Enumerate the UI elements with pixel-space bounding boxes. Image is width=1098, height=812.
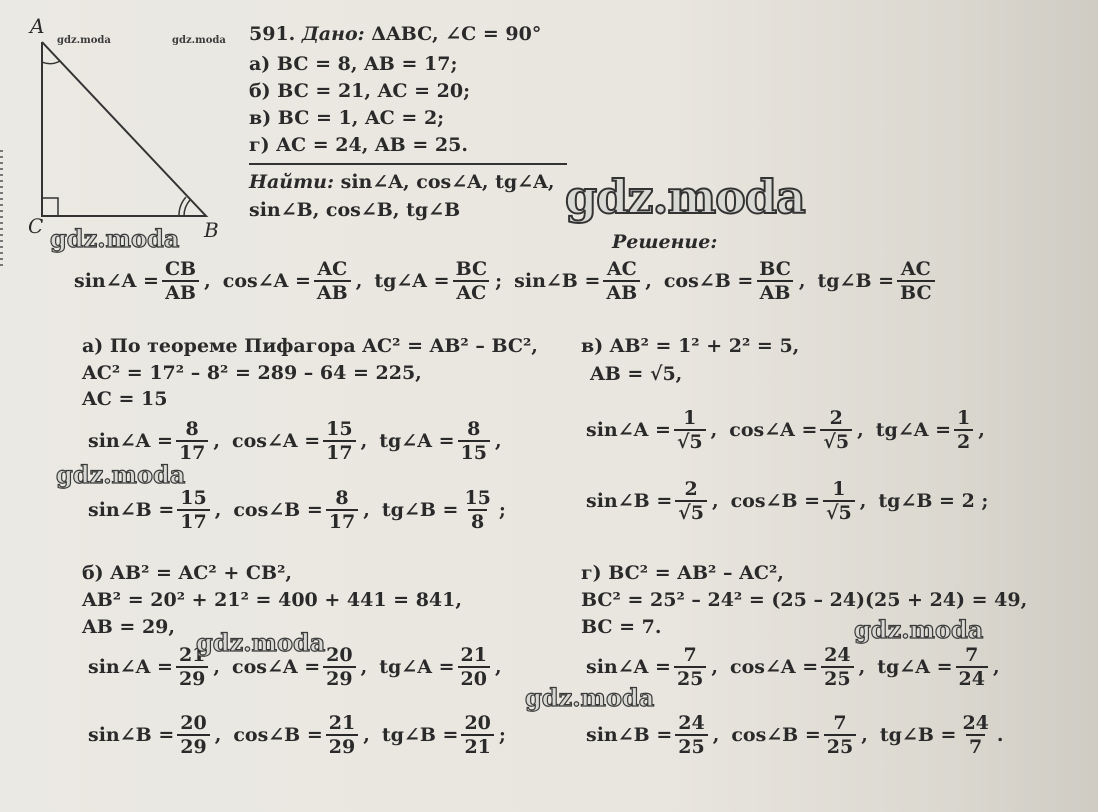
formula-separator: , <box>213 430 221 452</box>
given-label: Дано: <box>301 23 365 45</box>
fraction <box>177 712 209 758</box>
part-b-line-1: б) AB² = AC² + CB², <box>82 562 293 584</box>
fraction <box>956 644 988 690</box>
fraction <box>176 418 208 464</box>
given-g: г) AC = 24, AB = 25. <box>249 134 468 156</box>
fraction <box>323 644 355 690</box>
fraction-numerator: AC <box>900 258 931 280</box>
formula-lhs: cos∠A = <box>232 656 321 678</box>
formula-separator: , <box>363 499 370 521</box>
formula-separator: , <box>992 656 1000 678</box>
find-line-2: sin∠B, cos∠B, tg∠B <box>249 199 461 221</box>
part-a-row-1 <box>88 418 514 464</box>
fraction-denominator: 29 <box>323 666 355 690</box>
formula-term <box>731 478 873 524</box>
part-v-row-2 <box>586 478 1002 524</box>
formula-term <box>88 418 226 464</box>
fraction <box>177 487 209 533</box>
part-a-line-3: AC = 15 <box>82 388 168 410</box>
fraction <box>326 487 358 533</box>
fraction-numerator: 7 <box>965 644 979 666</box>
watermark-small-2: gdz.moda <box>172 35 226 46</box>
fraction <box>323 418 355 464</box>
fraction-numerator: AC <box>317 258 348 280</box>
formula-term <box>514 258 658 304</box>
given-b: б) BC = 21, AC = 20; <box>249 80 471 102</box>
formula-term <box>880 712 1010 758</box>
fraction-denominator: 25 <box>821 666 853 690</box>
formula-lhs: tg∠A = <box>877 656 953 678</box>
page-edge <box>0 150 3 270</box>
formula-separator: , <box>363 724 370 746</box>
fraction <box>458 644 490 690</box>
formula-lhs: cos∠A = <box>222 270 311 292</box>
fraction-denominator: 15 <box>458 440 490 464</box>
formula-separator: , <box>711 656 719 678</box>
formula-separator: , <box>360 430 368 452</box>
formula-separator: , <box>858 656 866 678</box>
fraction <box>458 418 490 464</box>
formula-separator: , <box>214 499 222 521</box>
fraction-numerator: 2 <box>829 407 843 429</box>
part-b-line-2: AB² = 20² + 21² = 400 + 441 = 841, <box>82 589 462 611</box>
fraction-numerator: 15 <box>180 487 207 509</box>
formula-separator: , <box>710 419 718 441</box>
formula-term <box>729 407 869 453</box>
formula-separator: ; <box>495 270 503 292</box>
formula-term <box>817 258 945 304</box>
fraction <box>823 478 855 524</box>
fraction-numerator: 24 <box>824 644 851 666</box>
formula-separator: , <box>861 724 868 746</box>
formula-term <box>233 487 376 533</box>
formula-lhs: tg∠B = <box>817 270 895 292</box>
fraction <box>326 712 358 758</box>
fraction <box>756 258 794 304</box>
formula-lhs: tg∠A = <box>374 270 450 292</box>
formula-term <box>233 712 376 758</box>
formula-term <box>382 487 512 533</box>
formula-lhs: tg∠B = <box>879 724 957 746</box>
watermark-b: gdz.moda <box>196 628 326 657</box>
formula-separator: , <box>494 656 502 678</box>
fraction-numerator: 21 <box>460 644 487 666</box>
given-triangle: ΔABC, ∠C = 90° <box>371 23 542 45</box>
fraction-numerator: 7 <box>833 712 847 734</box>
formula-separator: , <box>978 419 985 441</box>
formula-term <box>878 490 996 512</box>
fraction-denominator: BC <box>897 280 935 304</box>
formula-lhs: tg∠A = <box>379 430 455 452</box>
fraction-denominator: √5 <box>820 429 852 453</box>
find-line-1 <box>249 170 554 194</box>
formula-separator: , <box>204 270 211 292</box>
fraction-numerator: 8 <box>467 418 481 440</box>
fraction-denominator: 29 <box>177 734 209 758</box>
fraction-numerator: 15 <box>326 418 353 440</box>
fraction-denominator: 17 <box>326 509 358 533</box>
formula-term <box>74 258 217 304</box>
formula-lhs: cos∠A = <box>729 419 818 441</box>
formula-term <box>223 258 369 304</box>
fraction-numerator: 15 <box>464 487 491 509</box>
fraction-denominator: 17 <box>177 509 209 533</box>
formula-separator: , <box>859 490 867 512</box>
formula-separator: , <box>214 724 222 746</box>
formula-term <box>379 644 507 690</box>
formula-term <box>88 712 227 758</box>
formula-lhs: tg∠A = <box>875 419 952 441</box>
formula-separator: ; <box>498 499 506 521</box>
fraction <box>954 407 973 453</box>
fraction-numerator: 1 <box>832 478 846 500</box>
formula-separator: , <box>711 490 719 512</box>
fraction-numerator: 21 <box>328 712 356 734</box>
formula-lhs: tg∠B = 2 ; <box>878 490 989 512</box>
fraction-denominator: 25 <box>675 734 707 758</box>
formula-lhs: cos∠B = <box>730 490 821 512</box>
vertex-c-label: C <box>28 214 44 238</box>
formula-lhs: sin∠A = <box>586 656 671 678</box>
fraction-numerator: 24 <box>962 712 989 734</box>
formula-lhs: cos∠B = <box>731 724 821 746</box>
fraction-denominator: √5 <box>675 500 707 524</box>
formula-term <box>374 258 508 304</box>
fraction <box>674 407 706 453</box>
fraction-numerator: CB <box>164 258 197 280</box>
fraction <box>314 258 351 304</box>
fraction-denominator: 17 <box>176 440 208 464</box>
watermark-small-1: gdz.moda <box>57 35 111 46</box>
fraction <box>674 644 706 690</box>
solution-label: Решение: <box>612 231 718 253</box>
fraction-denominator: √5 <box>674 429 706 453</box>
formula-term <box>731 712 874 758</box>
fraction-numerator: AC <box>606 258 637 280</box>
part-g-line-1: г) BC² = AB² – AC², <box>581 562 784 584</box>
part-b-line-3: AB = 29, <box>82 616 176 638</box>
watermark-a: gdz.moda <box>56 460 186 489</box>
formula-term <box>232 418 373 464</box>
fraction-denominator: 25 <box>824 734 856 758</box>
fraction-denominator: 25 <box>674 666 706 690</box>
part-v-line-2: AB = √5, <box>590 363 683 385</box>
watermark-center: gdz.moda <box>525 683 655 712</box>
fraction-numerator: 8 <box>185 418 199 440</box>
formula-separator: , <box>645 270 652 292</box>
problem-title <box>249 22 541 46</box>
formula-term <box>730 644 871 690</box>
part-g-line-2: BC² = 25² – 24² = (25 – 24)(25 + 24) = 49, <box>581 589 1028 611</box>
fraction-denominator: AB <box>162 280 199 304</box>
fraction-denominator: AB <box>603 280 640 304</box>
formula-separator: , <box>712 724 720 746</box>
fraction <box>821 644 853 690</box>
given-v: в) BC = 1, AC = 2; <box>249 107 445 129</box>
formula-term <box>586 407 723 453</box>
fraction-numerator: 1 <box>683 407 697 429</box>
fraction-numerator: 2 <box>684 478 698 500</box>
fraction-numerator: 8 <box>335 487 349 509</box>
formula-lhs: cos∠B = <box>663 270 754 292</box>
formula-term <box>877 644 1005 690</box>
part-b-row-2 <box>88 712 518 758</box>
fraction-denominator: 24 <box>956 666 988 690</box>
fraction-numerator: 7 <box>683 644 697 666</box>
fraction-denominator: √5 <box>823 500 855 524</box>
formula-separator: . <box>996 724 1004 746</box>
formula-lhs: tg∠B = <box>381 724 459 746</box>
fraction <box>453 258 491 304</box>
fraction-denominator: AC <box>453 280 489 304</box>
fraction <box>603 258 640 304</box>
formula-separator: , <box>355 270 363 292</box>
formula-term <box>88 487 227 533</box>
formula-separator: , <box>857 419 864 441</box>
formula-separator: , <box>494 430 502 452</box>
fraction-denominator: 29 <box>326 734 358 758</box>
fraction <box>461 487 493 533</box>
part-v-row-1 <box>586 407 997 453</box>
fraction <box>824 712 856 758</box>
formula-term <box>664 258 812 304</box>
fraction-denominator: 20 <box>458 666 490 690</box>
fraction-numerator: 21 <box>178 644 206 666</box>
triangle-figure <box>26 20 226 250</box>
formula-lhs: sin∠A = <box>88 656 173 678</box>
formula-lhs: cos∠A = <box>232 430 321 452</box>
part-a-row-2 <box>88 487 518 533</box>
formula-term <box>586 478 725 524</box>
watermark-large: gdz.moda <box>565 170 805 224</box>
formula-lhs: sin∠B = <box>514 270 601 292</box>
fraction <box>675 712 707 758</box>
formula-lhs: sin∠B = <box>88 499 175 521</box>
formula-lhs: sin∠B = <box>586 724 673 746</box>
fraction-numerator: 1 <box>957 407 971 429</box>
watermark-g: gdz.moda <box>854 615 984 644</box>
fraction <box>162 258 199 304</box>
part-g-line-3: BC = 7. <box>581 616 662 638</box>
fraction-denominator: 7 <box>966 734 985 758</box>
fraction-numerator: 20 <box>464 712 491 734</box>
part-a-line-2: AC² = 17² – 8² = 289 – 64 = 225, <box>82 362 422 384</box>
fraction-denominator: 17 <box>323 440 355 464</box>
fraction-numerator: BC <box>455 258 488 280</box>
formula-separator: , <box>360 656 368 678</box>
fraction <box>897 258 935 304</box>
formula-lhs: tg∠A = <box>379 656 455 678</box>
formula-lhs: sin∠A = <box>88 430 173 452</box>
formula-lhs: cos∠B = <box>233 724 323 746</box>
fraction-denominator: AB <box>314 280 351 304</box>
fraction-numerator: BC <box>759 258 791 280</box>
formula-term <box>379 418 507 464</box>
find-values-1: sin∠A, cos∠A, tg∠A, <box>340 171 555 193</box>
formula-separator: ; <box>498 724 506 746</box>
fraction-numerator: 20 <box>326 644 353 666</box>
find-label: Найти: <box>249 171 335 193</box>
formula-lhs: sin∠A = <box>586 419 671 441</box>
definitions-row <box>74 258 952 304</box>
fraction <box>461 712 493 758</box>
fraction-numerator: 20 <box>180 712 207 734</box>
fraction <box>959 712 991 758</box>
problem-number: 591. <box>249 23 296 45</box>
formula-lhs: sin∠B = <box>586 490 673 512</box>
fraction-numerator: 24 <box>678 712 705 734</box>
part-a-line-1: а) По теореме Пифагора AC² = AB² – BC², <box>82 335 538 357</box>
formula-lhs: tg∠B = <box>381 499 459 521</box>
part-g-row-2 <box>586 712 1016 758</box>
fraction-denominator: 2 <box>954 429 973 453</box>
formula-term <box>382 712 512 758</box>
fraction-denominator: AB <box>757 280 794 304</box>
watermark-triangle: gdz.moda <box>50 224 180 253</box>
formula-lhs: sin∠A = <box>74 270 159 292</box>
formula-separator: , <box>213 656 221 678</box>
formula-lhs: sin∠B = <box>88 724 175 746</box>
formula-term <box>586 712 725 758</box>
vertex-b-label: B <box>204 218 219 242</box>
given-a: а) BC = 8, AB = 17; <box>249 53 458 75</box>
given-divider <box>249 163 567 165</box>
fraction-denominator: 21 <box>461 734 493 758</box>
fraction <box>820 407 852 453</box>
formula-separator: , <box>798 270 806 292</box>
part-v-line-1: в) AB² = 1² + 2² = 5, <box>581 335 800 357</box>
formula-lhs: cos∠B = <box>233 499 323 521</box>
formula-lhs: cos∠A = <box>730 656 819 678</box>
fraction-denominator: 29 <box>176 666 208 690</box>
formula-term <box>876 407 991 453</box>
fraction-denominator: 8 <box>468 509 487 533</box>
fraction <box>675 478 707 524</box>
vertex-a-label: A <box>30 14 45 38</box>
